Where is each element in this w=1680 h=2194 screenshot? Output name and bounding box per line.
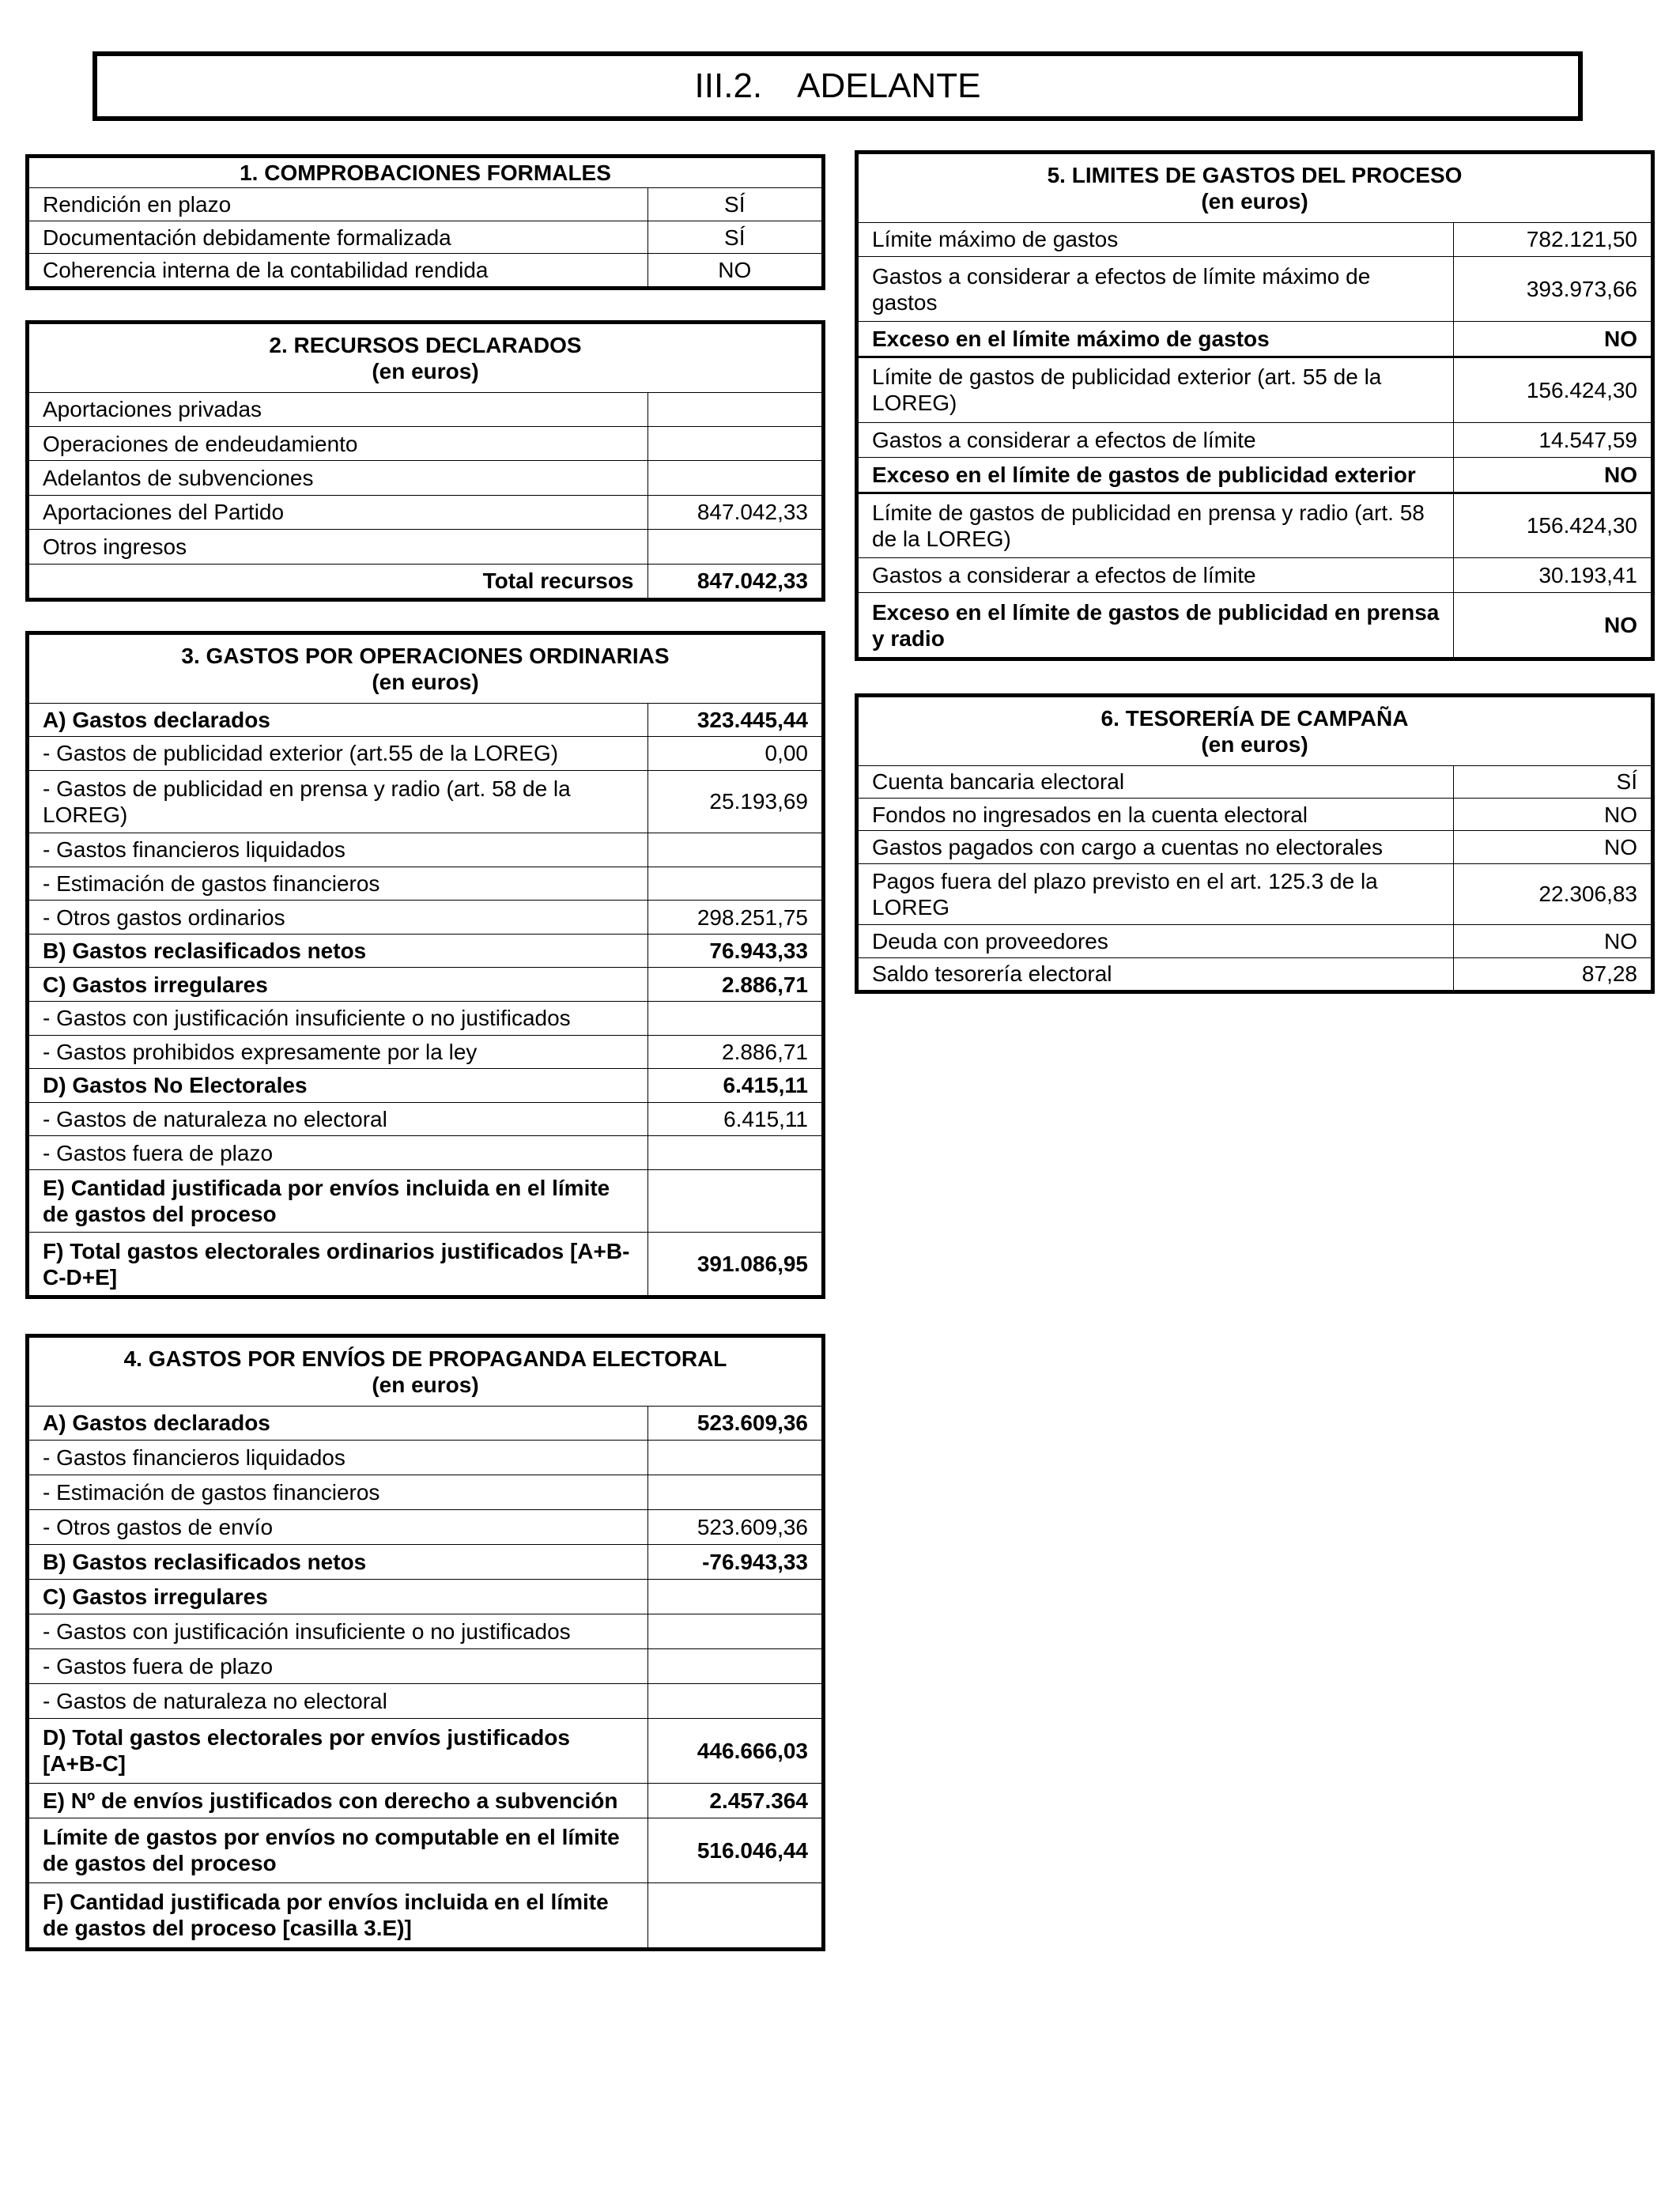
table-row-label: - Gastos prohibidos expresamente por la ley [29, 1035, 647, 1069]
section-recursos-declarados [25, 320, 825, 602]
table-row-label: - Otros gastos de envío [29, 1510, 647, 1545]
table-row-label: - Gastos de publicidad exterior (art.55 de la LOREG) [29, 737, 647, 771]
table-row-label: - Gastos de naturaleza no electoral [29, 1683, 647, 1718]
table-row-label: Cuenta bancaria electoral [859, 765, 1453, 798]
section-gastos-envios-propaganda [25, 1334, 825, 1951]
section-header: 1. COMPROBACIONES FORMALES [29, 158, 821, 188]
table-row-value [647, 392, 821, 426]
table-row-value: 391.086,95 [647, 1233, 821, 1295]
section-gastos-operaciones-ordinarias [25, 631, 825, 1299]
table-row-label: Gastos pagados con cargo a cuentas no electorales [859, 831, 1453, 863]
table-row-label: Aportaciones del Partido [29, 495, 647, 529]
table-row-label: A) Gastos declarados [29, 703, 647, 737]
table-row-label: Pagos fuera del plazo previsto en el art. 125.3 de la LOREG [859, 863, 1453, 924]
table-row-label: - Estimación de gastos financieros [29, 1475, 647, 1510]
table-row-label: E) Nº de envíos justificados con derecho a subvención [29, 1783, 647, 1818]
table-row-value [647, 1882, 821, 1947]
table-row-label: Rendición en plazo [29, 188, 647, 221]
table-row-label: Operaciones de endeudamiento [29, 426, 647, 460]
table-row-value [647, 1683, 821, 1718]
table-row-label: Límite de gastos de publicidad exterior (art. 55 de la LOREG) [859, 357, 1453, 422]
table-row-label: F) Total gastos electorales ordinarios justificados [A+B-C-D+E] [29, 1233, 647, 1295]
table-row-label: D) Gastos No Electorales [29, 1069, 647, 1103]
resources-table [29, 324, 821, 598]
title-number: III.2. [694, 66, 763, 105]
section-title: 4. GASTOS POR ENVÍOS DE PROPAGANDA ELECTORAL [123, 1346, 727, 1371]
table-row-label: A) Gastos declarados [29, 1406, 647, 1441]
table-row-label: - Gastos de naturaleza no electoral [29, 1102, 647, 1136]
table-row-label: - Gastos financieros liquidados [29, 833, 647, 867]
section-subtitle: (en euros) [372, 1372, 479, 1397]
table-row-label: Exceso en el límite máximo de gastos [859, 322, 1453, 357]
table-row-value: SÍ [647, 221, 821, 254]
table-row-value: 76.943,33 [647, 934, 821, 968]
table-row-value: 87,28 [1453, 957, 1651, 990]
table-row-label: Deuda con proveedores [859, 925, 1453, 957]
section-subtitle: (en euros) [372, 669, 479, 694]
table-row-value: 156.424,30 [1453, 357, 1651, 422]
section-subtitle: (en euros) [1201, 731, 1308, 757]
table-row-label: Coherencia interna de la contabilidad rendida [29, 254, 647, 286]
table-row-value: 516.046,44 [647, 1818, 821, 1882]
total-label: Total recursos [29, 564, 647, 598]
table-row-label: E) Cantidad justificada por envíos incluida en el límite de gastos del proceso [29, 1169, 647, 1233]
table-row-label: - Otros gastos ordinarios [29, 901, 647, 935]
table-row-label: - Gastos con justificación insuficiente o no justificados [29, 1614, 647, 1649]
table-row-value: 156.424,30 [1453, 493, 1651, 558]
total-value: 847.042,33 [647, 564, 821, 598]
table-row-value [647, 1580, 821, 1614]
table-row-value [647, 1001, 821, 1035]
table-row-value: 6.415,11 [647, 1069, 821, 1103]
table-row-label: Exceso en el límite de gastos de publicidad en prensa y radio [859, 593, 1453, 657]
title-name: ADELANTE [797, 66, 981, 105]
table-row-label: C) Gastos irregulares [29, 1580, 647, 1614]
table-row-value [647, 1441, 821, 1475]
formal-checks-table [29, 158, 821, 286]
table-row-label: - Gastos fuera de plazo [29, 1648, 647, 1683]
table-row-label: - Gastos con justificación insuficiente o no justificados [29, 1001, 647, 1035]
section-header [29, 324, 821, 392]
table-row-value: NO [647, 254, 821, 286]
table-row-value [647, 1475, 821, 1510]
section-comprobaciones-formales [25, 154, 825, 290]
table-row-label: F) Cantidad justificada por envíos incluida en el límite de gastos del proceso [casilla 3.E)] [29, 1882, 647, 1947]
section-header [859, 697, 1651, 765]
table-row-label: - Estimación de gastos financieros [29, 867, 647, 901]
table-row-label: Adelantos de subvenciones [29, 461, 647, 495]
spending-limits-table [859, 154, 1651, 657]
section-title: 5. LIMITES DE GASTOS DEL PROCESO [1047, 162, 1463, 187]
table-row-value: 2.886,71 [647, 968, 821, 1002]
mailing-expenses-table [29, 1338, 821, 1947]
table-row-value: 323.445,44 [647, 703, 821, 737]
table-row-label: Otros ingresos [29, 530, 647, 564]
section-limites-gastos [855, 150, 1655, 661]
table-row-value [647, 1614, 821, 1649]
table-row-value: 30.193,41 [1453, 558, 1651, 593]
table-row-value [647, 530, 821, 564]
table-row-label: C) Gastos irregulares [29, 968, 647, 1002]
table-row-value: NO [1453, 593, 1651, 657]
table-row-value: NO [1453, 925, 1651, 957]
section-tesoreria-campana [855, 693, 1655, 994]
table-row-label: Límite de gastos por envíos no computable en el límite de gastos del proceso [29, 1818, 647, 1882]
table-row-value [647, 867, 821, 901]
page-title [92, 51, 1583, 121]
section-title: 6. TESORERÍA DE CAMPAÑA [1100, 705, 1409, 731]
table-row-label: Gastos a considerar a efectos de límite [859, 558, 1453, 593]
section-title: 3. GASTOS POR OPERACIONES ORDINARIAS [181, 643, 670, 668]
table-row-value: SÍ [647, 188, 821, 221]
treasury-table [859, 697, 1651, 990]
table-row-label: Límite de gastos de publicidad en prensa y radio (art. 58 de la LOREG) [859, 493, 1453, 558]
table-row-value: 298.251,75 [647, 901, 821, 935]
table-row-value: 782.121,50 [1453, 222, 1651, 257]
table-row-label: Aportaciones privadas [29, 392, 647, 426]
table-row-value [647, 833, 821, 867]
table-row-value: 2.886,71 [647, 1035, 821, 1069]
table-row-label: - Gastos fuera de plazo [29, 1136, 647, 1170]
section-header [29, 635, 821, 703]
table-row-value [647, 426, 821, 460]
table-row-label: B) Gastos reclasificados netos [29, 1545, 647, 1580]
table-row-value: 847.042,33 [647, 495, 821, 529]
table-row-value [647, 1169, 821, 1233]
table-row-label: Documentación debidamente formalizada [29, 221, 647, 254]
table-row-value: 446.666,03 [647, 1718, 821, 1783]
table-row-value: 0,00 [647, 737, 821, 771]
table-row-label: - Gastos de publicidad en prensa y radio (art. 58 de la LOREG) [29, 770, 647, 833]
table-row-label: Saldo tesorería electoral [859, 957, 1453, 990]
table-row-label: B) Gastos reclasificados netos [29, 934, 647, 968]
table-row-label: Gastos a considerar a efectos de límite máximo de gastos [859, 257, 1453, 322]
table-row-label: D) Total gastos electorales por envíos justificados [A+B-C] [29, 1718, 647, 1783]
section-subtitle: (en euros) [372, 358, 479, 383]
table-row-value: NO [1453, 322, 1651, 357]
table-row-value: 2.457.364 [647, 1783, 821, 1818]
table-row-label: Exceso en el límite de gastos de publicidad exterior [859, 457, 1453, 493]
table-row-value: -76.943,33 [647, 1545, 821, 1580]
table-row-value: SÍ [1453, 765, 1651, 798]
section-header [29, 1338, 821, 1406]
table-row-label: Gastos a considerar a efectos de límite [859, 422, 1453, 457]
table-row-value: NO [1453, 831, 1651, 863]
table-row-value: 6.415,11 [647, 1102, 821, 1136]
ordinary-expenses-table [29, 635, 821, 1295]
table-row-value: NO [1453, 457, 1651, 493]
section-subtitle: (en euros) [1201, 188, 1308, 213]
table-row-label: Límite máximo de gastos [859, 222, 1453, 257]
section-title: 2. RECURSOS DECLARADOS [269, 332, 582, 357]
table-row-value: NO [1453, 798, 1651, 830]
table-row-value: 523.609,36 [647, 1406, 821, 1441]
section-header [859, 154, 1651, 222]
table-row-value [647, 1136, 821, 1170]
table-row-value: 523.609,36 [647, 1510, 821, 1545]
table-row-label: Fondos no ingresados en la cuenta electoral [859, 798, 1453, 830]
table-row-value [647, 461, 821, 495]
table-row-value: 22.306,83 [1453, 863, 1651, 924]
table-row-value: 393.973,66 [1453, 257, 1651, 322]
table-row-value [647, 1648, 821, 1683]
table-row-value: 14.547,59 [1453, 422, 1651, 457]
table-row-label: - Gastos financieros liquidados [29, 1441, 647, 1475]
table-row-value: 25.193,69 [647, 770, 821, 833]
